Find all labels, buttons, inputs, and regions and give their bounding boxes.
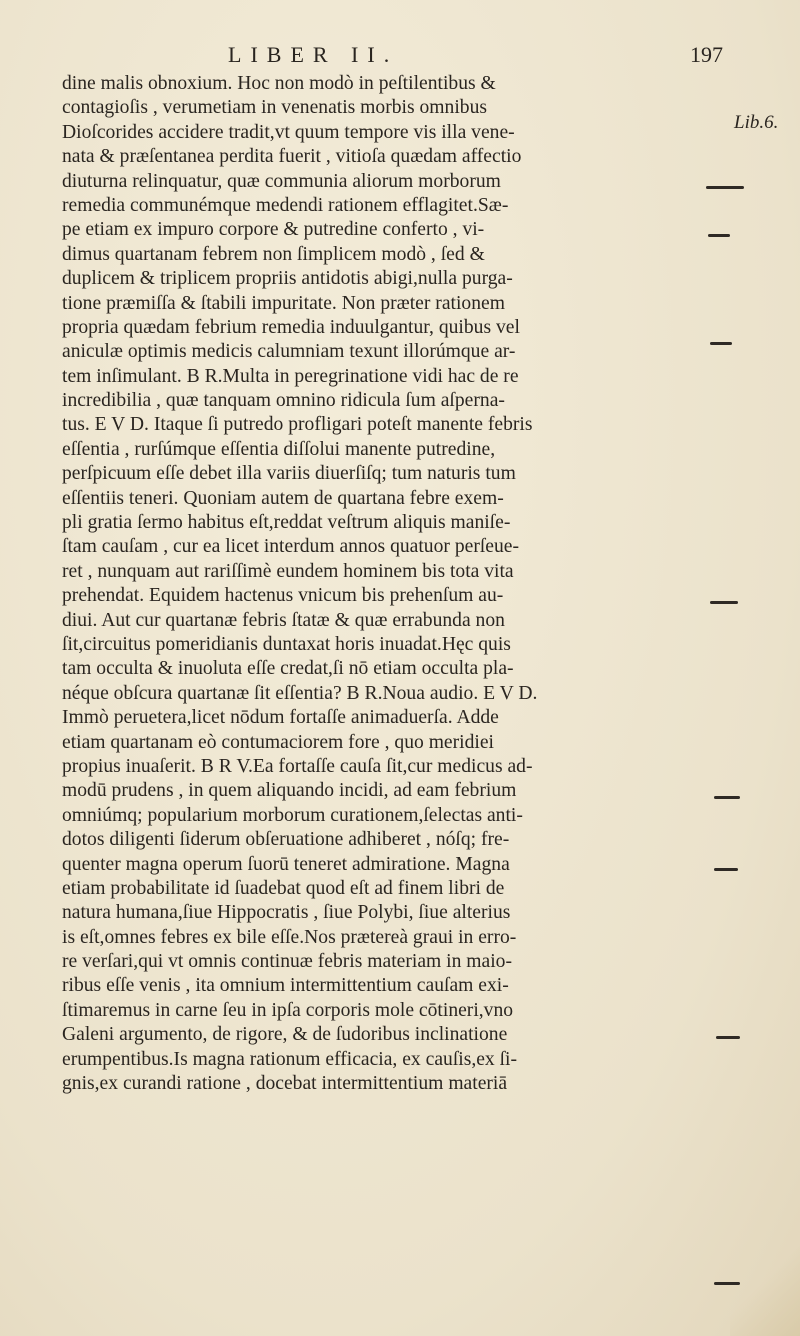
text-line: diuturna relinquatur, quæ communia aliorum morborum xyxy=(62,170,501,192)
text-line: natura humana,ſiue Hippocratis , ſiue Polybi, ſiue alterius xyxy=(62,902,511,924)
page-header xyxy=(0,42,800,72)
text-line: ret , nunquam aut rariſſimè eundem hominem bis tota vita xyxy=(62,560,514,582)
text-line: nata & præſentanea perdita fuerit , vitioſa quædam affectio xyxy=(62,146,522,168)
margin-stroke xyxy=(714,796,740,799)
margin-stroke xyxy=(716,1036,740,1039)
text-line: gnis,ex curandi ratione , docebat intermittentium materiā xyxy=(62,1073,508,1095)
text-line: Galeni argumento, de rigore, & de ſudoribus inclinatione xyxy=(62,1024,508,1046)
text-line: eſſentia , rurſúmque eſſentia diſſolui manente putredine, xyxy=(62,438,496,460)
text-line: remedia communémque medendi rationem efflagitet.Sæ- xyxy=(62,194,509,216)
text-line: tus. E V D. Itaque ſi putredo profligari poteſt manente febris xyxy=(62,414,533,436)
text-line: tam occulta & inuoluta eſſe credat,ſi nō etiam occulta pla- xyxy=(62,658,514,680)
margin-stroke xyxy=(708,234,730,237)
text-line: incredibilia , quæ tanquam omnino ridicula ſum aſperna- xyxy=(62,390,505,412)
text-line: contagioſis , verumetiam in venenatis morbis omnibus xyxy=(62,97,488,119)
text-line: dine malis obnoxium. Hoc non modò in peſtilentibus & xyxy=(62,73,496,94)
text-line: perſpicuum eſſe debet illa variis diuerſiſq; tum naturis tum xyxy=(62,463,516,485)
margin-stroke xyxy=(710,342,732,345)
text-line: tione præmiſſa & ſtabili impuritate. Non præter rationem xyxy=(62,292,505,314)
margin-stroke xyxy=(714,868,738,871)
text-line: dimus quartanam febrem non ſimplicem modò , ſed & xyxy=(62,243,485,265)
text-line: modū prudens , in quem aliquando incidi, ad eam febrium xyxy=(62,780,517,802)
text-line: ſtimaremus in carne ſeu in ipſa corporis mole cōtineri,vno xyxy=(62,999,514,1021)
text-line: diui. Aut cur quartanæ febris ſtatæ & quæ errabunda non xyxy=(62,609,505,631)
text-line: re verſari,qui vt omnis continuæ febris materiam in maio- xyxy=(62,951,512,973)
text-line: eſſentiis teneri. Quoniam autem de quartana febre exem- xyxy=(62,487,504,509)
running-head: LIBER II. xyxy=(228,42,399,67)
text-line: etiam quartanam eò contumaciorem fore , quo meridiei xyxy=(62,731,494,753)
margin-stroke xyxy=(706,186,744,189)
page-number: 197 xyxy=(690,42,723,67)
text-line: pli gratia ſermo habitus eſt,reddat veſtrum aliquis maniſe- xyxy=(62,512,511,534)
text-line: propria quædam febrium remedia induulgantur, quibus vel xyxy=(62,316,520,338)
text-line: is eſt,omnes febres ex bile eſſe.Nos prætereà graui in erro- xyxy=(62,926,517,948)
text-line: quenter magna operum ſuorū teneret admiratione. Magna xyxy=(62,853,510,875)
marginal-note: Lib.6. xyxy=(734,112,779,133)
text-line: erumpentibus.Is magna rationum efficacia, ex cauſis,ex ſi- xyxy=(62,1048,518,1070)
text-line: omniúmq; popularium morborum curationem,ſelectas anti- xyxy=(62,804,523,826)
text-line: ſit,circuitus pomeridianis duntaxat horis inuadat.Hęc quis xyxy=(62,633,511,655)
text-line: propius inuaſerit. B R V.Ea fortaſſe cauſa ſit,cur medicus ad- xyxy=(62,755,533,777)
text-line: aniculæ optimis medicis calumniam texunt illorúmque ar- xyxy=(62,341,516,363)
text-line: tem inſimulant. B R.Multa in peregrinatione vidi hac de re xyxy=(62,365,519,387)
text-line: Immò peruetera,licet nōdum fortaſſe animaduerſa. Adde xyxy=(62,707,499,729)
text-line: ribus eſſe venis , ita omnium intermittentium cauſam exi- xyxy=(62,975,509,997)
body-text xyxy=(62,72,722,1096)
margin-stroke xyxy=(710,601,738,604)
text-line: etiam probabilitate id ſuadebat quod eſt ad finem libri de xyxy=(62,877,505,899)
text-line: duplicem & triplicem propriis antidotis abigi,nulla purga- xyxy=(62,268,513,290)
text-line: pe etiam ex impuro corpore & putredine conferto , vi- xyxy=(62,219,485,241)
text-line: néque obſcura quartanæ ſit eſſentia? B R.Noua audio. E V D. xyxy=(62,682,538,704)
text-line: ſtam cauſam , cur ea licet interdum annos quatuor perſeue- xyxy=(62,536,519,558)
page-corner-shading xyxy=(730,1176,800,1336)
text-line: Dioſcorides accidere tradit,vt quum tempore vis illa vene- xyxy=(62,121,515,143)
text-line: dotos diligenti ſiderum obſeruatione adhiberet , nóſq; fre- xyxy=(62,829,510,851)
text-line: prehendat. Equidem hactenus vnicum bis prehenſum au- xyxy=(62,585,504,607)
